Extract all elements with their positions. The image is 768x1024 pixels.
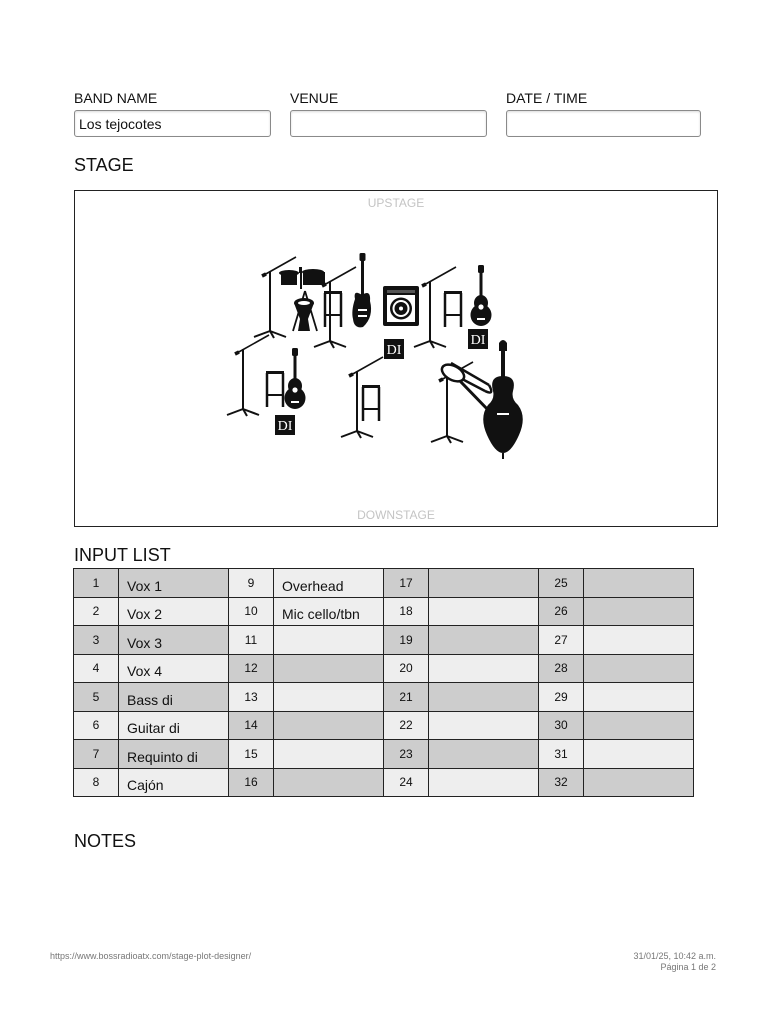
footer-page-number: Página 1 de 2 xyxy=(660,962,716,972)
channel-name-field[interactable]: Vox 4 xyxy=(119,654,229,683)
table-row xyxy=(74,654,694,683)
channel-name-field[interactable] xyxy=(429,654,539,683)
channel-number: 20 xyxy=(384,654,429,683)
channel-name-field[interactable] xyxy=(429,597,539,626)
channel-number: 13 xyxy=(229,683,274,712)
channel-number: 17 xyxy=(384,569,429,598)
acoustic-guitar-icon[interactable] xyxy=(471,265,492,326)
channel-name-field[interactable]: Overhead xyxy=(274,569,384,598)
channel-name-field[interactable] xyxy=(584,569,694,598)
channel-name-field[interactable] xyxy=(274,711,384,740)
channel-number: 21 xyxy=(384,683,429,712)
channel-number: 10 xyxy=(229,597,274,626)
channel-name-field[interactable]: Vox 3 xyxy=(119,626,229,655)
channel-name-field[interactable]: Vox 1 xyxy=(119,569,229,598)
channel-name-field[interactable]: Guitar di xyxy=(119,711,229,740)
channel-number: 5 xyxy=(74,683,119,712)
channel-name-field[interactable] xyxy=(274,683,384,712)
venue-label: VENUE xyxy=(290,90,339,106)
channel-name-field[interactable] xyxy=(429,711,539,740)
channel-number: 22 xyxy=(384,711,429,740)
venue-field[interactable] xyxy=(290,110,487,137)
cajon-icon[interactable] xyxy=(294,298,314,331)
channel-name-field[interactable] xyxy=(584,683,694,712)
channel-number: 14 xyxy=(229,711,274,740)
channel-number: 32 xyxy=(539,768,584,797)
table-row xyxy=(74,711,694,740)
band-name-label: BAND NAME xyxy=(74,90,158,106)
table-row xyxy=(74,740,694,769)
table-row xyxy=(74,626,694,655)
channel-number: 15 xyxy=(229,740,274,769)
channel-name-field[interactable] xyxy=(429,740,539,769)
datetime-label: DATE / TIME xyxy=(506,90,588,106)
channel-name-field[interactable] xyxy=(274,768,384,797)
channel-name-field[interactable]: Requinto di xyxy=(119,740,229,769)
channel-name-field[interactable]: Mic cello/tbn xyxy=(274,597,384,626)
channel-number: 26 xyxy=(539,597,584,626)
notes-title: NOTES xyxy=(74,831,137,851)
di-box-icon[interactable] xyxy=(384,339,404,359)
mic-stand-icon[interactable] xyxy=(414,267,456,348)
stool-icon[interactable] xyxy=(324,291,342,327)
channel-number: 12 xyxy=(229,654,274,683)
bass-guitar-icon[interactable] xyxy=(352,253,371,327)
channel-name-field[interactable]: Vox 2 xyxy=(119,597,229,626)
channel-number: 18 xyxy=(384,597,429,626)
channel-number: 2 xyxy=(74,597,119,626)
table-row xyxy=(74,597,694,626)
channel-number: 19 xyxy=(384,626,429,655)
table-row xyxy=(74,569,694,598)
channel-name-field[interactable] xyxy=(584,711,694,740)
channel-number: 11 xyxy=(229,626,274,655)
channel-name-field[interactable] xyxy=(274,626,384,655)
acoustic-guitar-icon[interactable] xyxy=(285,348,306,409)
band-name-field[interactable]: Los tejocotes xyxy=(74,110,271,137)
channel-number: 6 xyxy=(74,711,119,740)
di-box-icon[interactable] xyxy=(468,329,488,349)
channel-name-field[interactable]: Bass di xyxy=(119,683,229,712)
footer-url: https://www.bossradioatx.com/stage-plot-designer/ xyxy=(50,951,252,961)
mic-stand-icon[interactable] xyxy=(227,335,269,416)
channel-number: 4 xyxy=(74,654,119,683)
channel-number: 23 xyxy=(384,740,429,769)
downstage-label: DOWNSTAGE xyxy=(357,508,435,522)
channel-number: 24 xyxy=(384,768,429,797)
stool-icon[interactable] xyxy=(266,371,284,407)
channel-number: 16 xyxy=(229,768,274,797)
stage-plot-drawing: DI xyxy=(75,191,717,526)
channel-name-field[interactable] xyxy=(274,740,384,769)
channel-number: 8 xyxy=(74,768,119,797)
input-list-title: INPUT LIST xyxy=(74,545,171,565)
channel-number: 28 xyxy=(539,654,584,683)
mic-stand-icon[interactable] xyxy=(254,257,296,338)
channel-name-field[interactable] xyxy=(584,654,694,683)
amplifier-icon[interactable] xyxy=(383,286,419,326)
datetime-field[interactable] xyxy=(506,110,701,137)
channel-name-field[interactable] xyxy=(584,597,694,626)
channel-name-field[interactable] xyxy=(584,768,694,797)
channel-number: 27 xyxy=(539,626,584,655)
stage-plot-area[interactable] xyxy=(67,185,718,527)
footer-timestamp: 31/01/25, 10:42 a.m. xyxy=(633,951,716,961)
channel-number: 30 xyxy=(539,711,584,740)
double-bass-icon[interactable] xyxy=(483,340,523,459)
channel-number: 9 xyxy=(229,569,274,598)
channel-name-field[interactable] xyxy=(429,768,539,797)
channel-number: 29 xyxy=(539,683,584,712)
channel-name-field[interactable] xyxy=(584,740,694,769)
channel-name-field[interactable] xyxy=(584,626,694,655)
channel-name-field[interactable] xyxy=(429,626,539,655)
channel-number: 3 xyxy=(74,626,119,655)
input-list-table xyxy=(73,568,694,797)
table-row xyxy=(74,683,694,712)
di-box-icon[interactable] xyxy=(275,415,295,435)
channel-number: 1 xyxy=(74,569,119,598)
channel-name-field[interactable]: Cajón xyxy=(119,768,229,797)
stool-icon[interactable] xyxy=(362,385,380,421)
table-row xyxy=(74,768,694,797)
stage-title: STAGE xyxy=(74,155,134,175)
channel-name-field[interactable] xyxy=(429,683,539,712)
channel-number: 25 xyxy=(539,569,584,598)
channel-number: 7 xyxy=(74,740,119,769)
stool-icon[interactable] xyxy=(444,291,462,327)
channel-number: 31 xyxy=(539,740,584,769)
upstage-label: UPSTAGE xyxy=(367,196,425,210)
channel-name-field[interactable] xyxy=(274,654,384,683)
channel-name-field[interactable] xyxy=(429,569,539,598)
